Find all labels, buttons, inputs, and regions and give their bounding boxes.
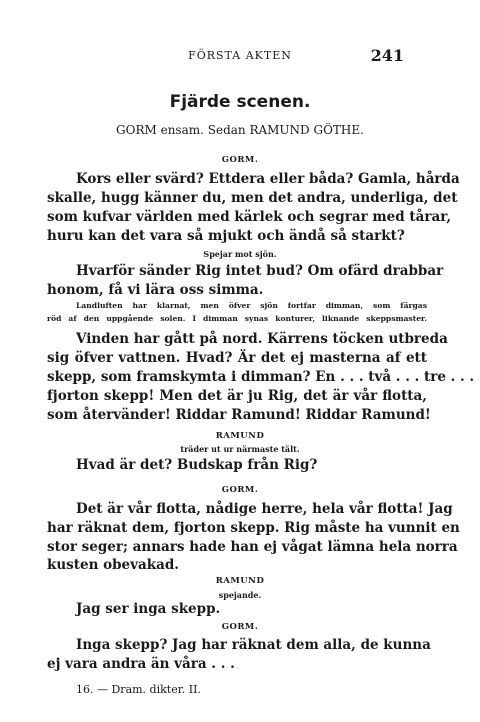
speaker-label: GORM. bbox=[221, 622, 259, 632]
stage-direction: träder ut ur närmaste tält. bbox=[180, 444, 300, 454]
text-line: har räknat dem, fjorton skepp. Rig måste ha vunnit en bbox=[47, 520, 460, 536]
text-line: ej vara andra än våra . . . bbox=[47, 656, 235, 672]
text-line: honom, få vi lära oss simma. bbox=[47, 282, 264, 298]
text-line: stor seger; annars hade han ej vågat lämna hela norra bbox=[47, 539, 458, 555]
text-line: Jag ser inga skepp. bbox=[76, 601, 221, 617]
page-number: 241 bbox=[370, 46, 404, 65]
signature-mark: 16. — Dram. dikter. II. bbox=[76, 683, 201, 696]
text-line: fjorton skepp! Men det är ju Rig, det är vår flotta, bbox=[47, 388, 427, 404]
running-head bbox=[0, 46, 480, 66]
speaker-label: RAMUND bbox=[215, 431, 265, 441]
scene-title: Fjärde scenen. bbox=[169, 92, 311, 112]
text-line: sig öfver vattnen. Hvad? Är det ej masterna af ett bbox=[47, 350, 427, 366]
text-line: som återvänder! Riddar Ramund! Riddar Ramund! bbox=[47, 407, 431, 423]
running-head-title: FÖRSTA AKTEN bbox=[188, 49, 292, 62]
speaker-label: GORM. bbox=[221, 485, 259, 495]
text-line: Hvarför sänder Rig intet bud? Om ofärd drabbar bbox=[76, 263, 444, 279]
stage-direction-line: röd af den uppgående solen. I dimman synas konturer, liknande skeppsmaster. bbox=[47, 314, 427, 323]
text-line: som kufvar världen med kärlek och segrar med tårar, bbox=[47, 209, 452, 225]
text-line: Vinden har gått på nord. Kärrens töcken utbreda bbox=[76, 331, 448, 347]
text-line: Hvad är det? Budskap från Rig? bbox=[76, 457, 318, 473]
stage-direction-line: Landluften har klarnat, men öfver sjön fortfar dimman, som färgas bbox=[76, 301, 427, 310]
text-line: kusten obevakad. bbox=[47, 557, 179, 573]
text-line: Inga skepp? Jag har räknat dem alla, de kunna bbox=[76, 637, 431, 653]
text-line: huru kan det vara så mjukt och ändå så starkt? bbox=[47, 228, 405, 244]
text-line: skalle, hugg känner du, men det andra, underliga, det bbox=[47, 190, 458, 206]
speaker-label: GORM. bbox=[221, 155, 259, 165]
scene-characters: GORM ensam. Sedan RAMUND GÖTHE. bbox=[116, 123, 364, 137]
speaker-label: RAMUND bbox=[215, 576, 265, 586]
text-line: Det är vår flotta, nådige herre, hela vår flotta! Jag bbox=[76, 501, 453, 517]
stage-direction: Spejar mot sjön. bbox=[203, 249, 277, 259]
text-line: skepp, som framskymta i dimman? En . . . två . . . tre . . . bbox=[47, 369, 475, 385]
stage-direction: spejande. bbox=[218, 590, 262, 600]
text-line: Kors eller svärd? Ettdera eller båda? Gamla, hårda bbox=[76, 171, 460, 187]
